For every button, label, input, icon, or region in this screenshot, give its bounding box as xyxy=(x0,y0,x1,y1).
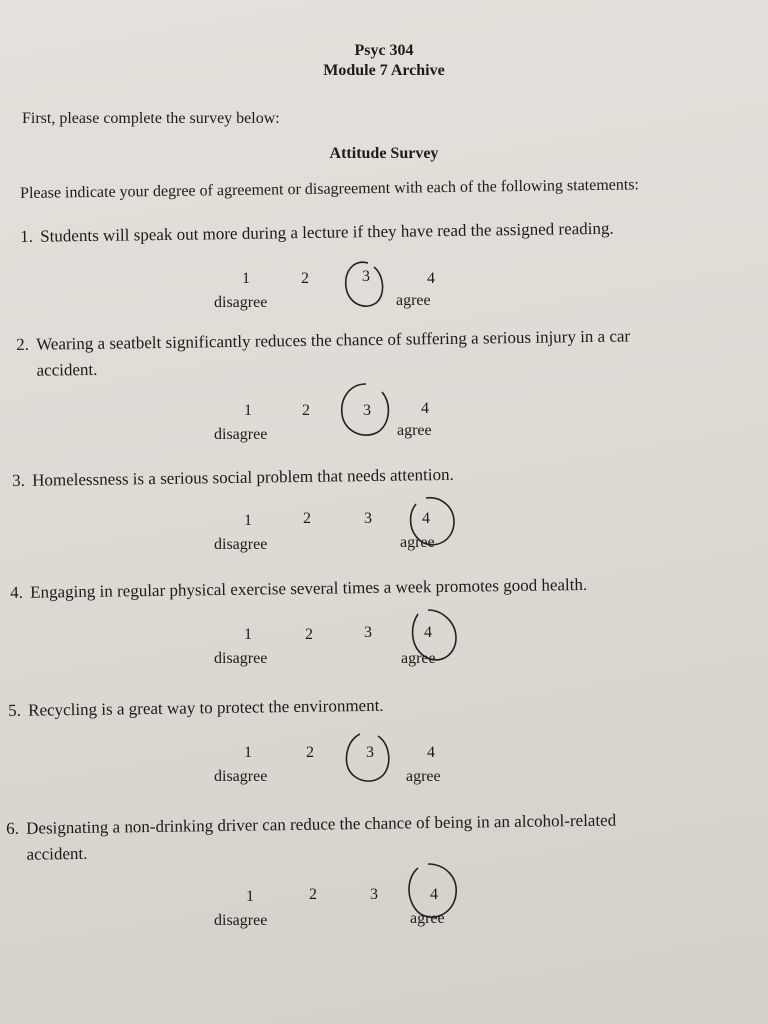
agree-label: agree xyxy=(397,422,432,439)
question-text: Engaging in regular physical exercise several times a week promotes good health. xyxy=(30,574,588,602)
question-text: Designating a non-drinking driver can reduce the chance of being in an alcohol-related xyxy=(26,810,617,838)
question-3 xyxy=(12,462,454,494)
instructions-text: Please indicate your degree of agreement or disagreement with each of the following statements: xyxy=(20,176,640,202)
question-2 xyxy=(16,323,631,384)
option-4[interactable]: 4 xyxy=(424,624,432,641)
question-number: 4. xyxy=(10,582,24,602)
option-1[interactable]: 1 xyxy=(246,888,254,905)
agree-label: agree xyxy=(400,534,435,551)
option-2[interactable]: 2 xyxy=(306,744,314,761)
option-3[interactable]: 3 xyxy=(363,402,371,419)
option-4[interactable]: 4 xyxy=(422,510,430,527)
disagree-label: disagree xyxy=(214,768,268,785)
option-2[interactable]: 2 xyxy=(301,270,309,287)
survey-title: Attitude Survey xyxy=(329,145,439,162)
option-2[interactable]: 2 xyxy=(302,402,310,419)
question-number: 5. xyxy=(8,700,22,720)
agree-label: agree xyxy=(406,768,441,785)
question-text: Recycling is a great way to protect the environment. xyxy=(28,695,384,720)
option-3[interactable]: 3 xyxy=(362,268,370,285)
agree-label: agree xyxy=(396,292,431,309)
option-2[interactable]: 2 xyxy=(305,626,313,643)
question-1 xyxy=(20,216,614,250)
option-3[interactable]: 3 xyxy=(364,510,372,527)
disagree-label: disagree xyxy=(214,912,268,929)
intro-text: First, please complete the survey below: xyxy=(22,110,280,127)
question-number: 6. xyxy=(6,818,20,838)
question-5 xyxy=(8,693,384,724)
option-4[interactable]: 4 xyxy=(427,270,435,287)
option-3[interactable]: 3 xyxy=(370,886,378,903)
option-1[interactable]: 1 xyxy=(244,512,252,529)
disagree-label: disagree xyxy=(214,294,268,311)
agree-label: agree xyxy=(401,650,436,667)
question-text: Homelessness is a serious social problem that needs attention. xyxy=(32,464,454,490)
option-3[interactable]: 3 xyxy=(366,744,374,761)
disagree-label: disagree xyxy=(214,426,268,443)
option-1[interactable]: 1 xyxy=(242,270,250,287)
option-1[interactable]: 1 xyxy=(244,744,252,761)
question-number: 2. xyxy=(16,334,30,354)
question-4 xyxy=(10,572,587,606)
disagree-label: disagree xyxy=(214,536,268,553)
question-number: 3. xyxy=(12,470,26,490)
agree-label: agree xyxy=(410,910,445,927)
option-1[interactable]: 1 xyxy=(244,402,252,419)
option-4[interactable]: 4 xyxy=(421,400,429,417)
option-4[interactable]: 4 xyxy=(430,886,438,903)
question-text-continued: accident. xyxy=(26,843,88,864)
question-text: Wearing a seatbelt significantly reduces the chance of suffering a serious injury in a car xyxy=(36,326,631,354)
disagree-label: disagree xyxy=(214,650,268,667)
option-2[interactable]: 2 xyxy=(303,510,311,527)
question-text: Students will speak out more during a lecture if they have read the assigned reading. xyxy=(40,218,614,246)
question-number: 1. xyxy=(20,226,34,246)
question-6 xyxy=(6,807,617,868)
course-title: Psyc 304 xyxy=(354,42,414,59)
module-title: Module 7 Archive xyxy=(323,62,445,79)
option-1[interactable]: 1 xyxy=(244,626,252,643)
option-4[interactable]: 4 xyxy=(427,744,435,761)
question-text-continued: accident. xyxy=(36,359,98,380)
option-2[interactable]: 2 xyxy=(309,886,317,903)
option-3[interactable]: 3 xyxy=(364,624,372,641)
